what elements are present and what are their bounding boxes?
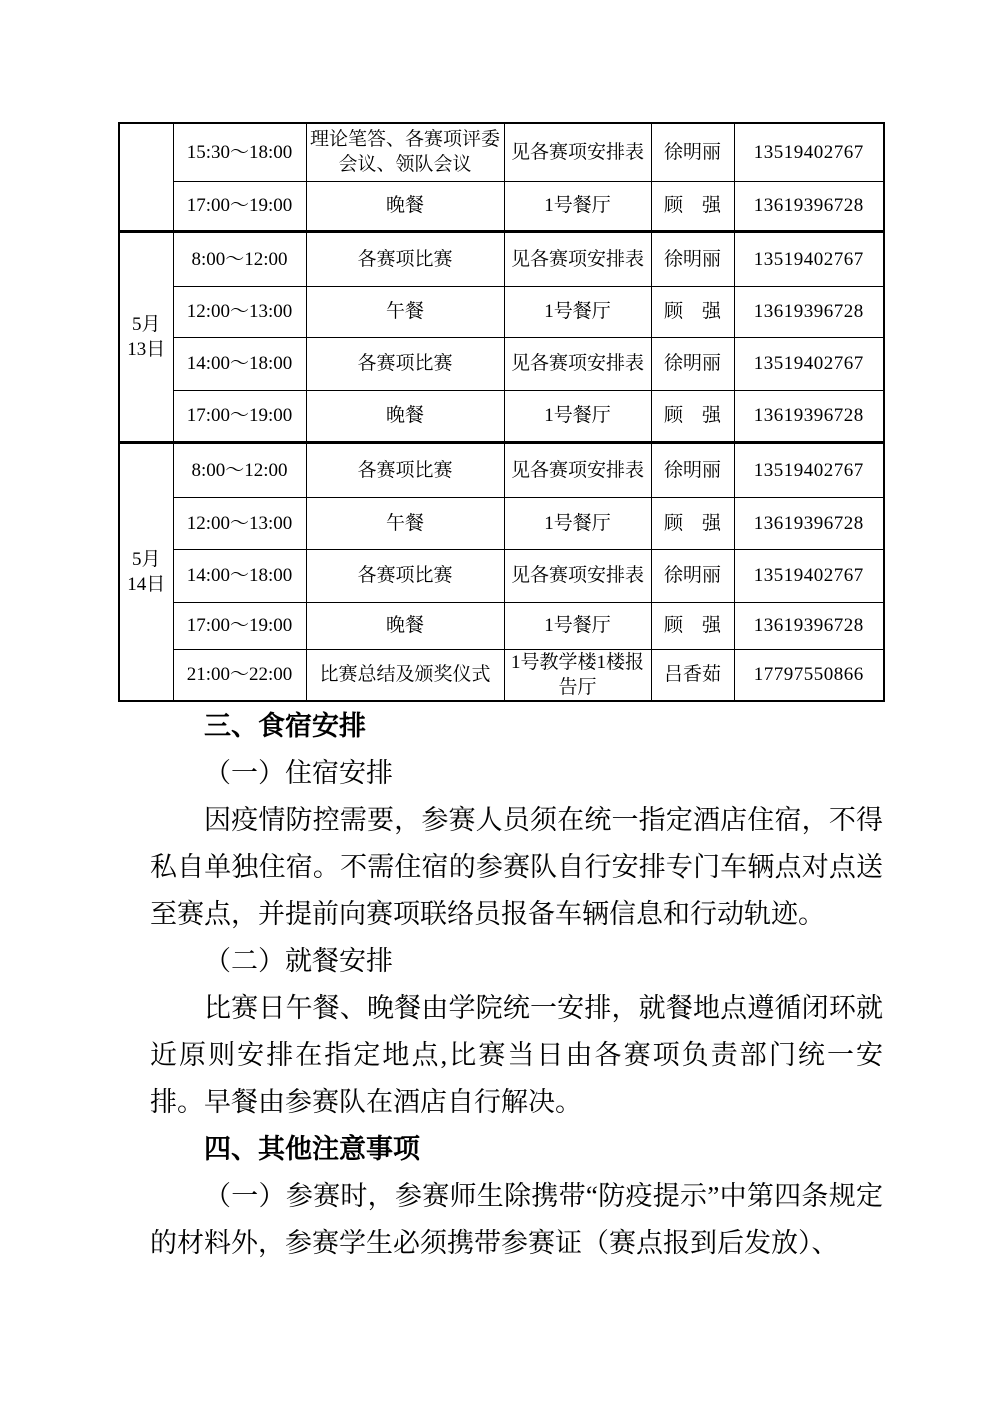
activity-cell: 各赛项比赛 bbox=[306, 337, 504, 390]
location-cell: 1号教学楼1楼报告厅 bbox=[504, 649, 651, 701]
time-cell: 12:00～13:00 bbox=[173, 497, 306, 549]
contact-cell: 徐明丽 bbox=[651, 442, 734, 497]
time-cell: 12:00～13:00 bbox=[173, 286, 306, 337]
phone-cell: 13619396728 bbox=[734, 602, 884, 649]
contact-cell: 徐明丽 bbox=[651, 337, 734, 390]
phone-cell: 13619396728 bbox=[734, 286, 884, 337]
table-row bbox=[119, 286, 884, 337]
table-row bbox=[119, 549, 884, 602]
sub-heading-dining: （二）就餐安排 bbox=[204, 946, 393, 976]
paragraph-notes: （一）参赛时，参赛师生除携带“防疫提示”中第四条规定的材料外，参赛学生必须携带参赛证（赛点报到后发放）、 bbox=[150, 1181, 883, 1258]
date-line: 13日 bbox=[127, 338, 166, 360]
section-heading-three: 三、食宿安排 bbox=[204, 711, 366, 741]
activity-cell: 理论笔答、各赛项评委会议、领队会议 bbox=[306, 123, 504, 181]
time-cell: 17:00～19:00 bbox=[173, 390, 306, 442]
table-row bbox=[119, 181, 884, 231]
activity-cell: 各赛项比赛 bbox=[306, 442, 504, 497]
date-cell bbox=[119, 123, 173, 231]
phone-cell: 13619396728 bbox=[734, 181, 884, 231]
sub-heading-lodging: （一）住宿安排 bbox=[204, 758, 393, 788]
contact-cell: 顾 强 bbox=[651, 390, 734, 442]
location-cell: 1号餐厅 bbox=[504, 181, 651, 231]
phone-cell: 13519402767 bbox=[734, 231, 884, 286]
table-row bbox=[119, 390, 884, 442]
schedule-table-container bbox=[118, 122, 883, 702]
location-cell: 见各赛项安排表 bbox=[504, 549, 651, 602]
schedule-table bbox=[118, 122, 885, 702]
contact-cell: 徐明丽 bbox=[651, 549, 734, 602]
contact-cell: 顾 强 bbox=[651, 286, 734, 337]
location-cell: 见各赛项安排表 bbox=[504, 231, 651, 286]
activity-cell: 各赛项比赛 bbox=[306, 549, 504, 602]
date-cell bbox=[119, 231, 173, 442]
body-text bbox=[150, 703, 883, 1267]
contact-cell: 吕香茹 bbox=[651, 649, 734, 701]
table-row bbox=[119, 337, 884, 390]
phone-cell: 13619396728 bbox=[734, 390, 884, 442]
location-cell: 1号餐厅 bbox=[504, 286, 651, 337]
location-cell: 1号餐厅 bbox=[504, 602, 651, 649]
time-cell: 14:00～18:00 bbox=[173, 337, 306, 390]
activity-cell: 晚餐 bbox=[306, 602, 504, 649]
phone-cell: 13519402767 bbox=[734, 337, 884, 390]
time-cell: 17:00～19:00 bbox=[173, 181, 306, 231]
paragraph-dining: 比赛日午餐、晚餐由学院统一安排，就餐地点遵循闭环就近原则安排在指定地点,比赛当日由各赛项负责部门统一安排。早餐由参赛队在酒店自行解决。 bbox=[150, 993, 883, 1117]
location-cell: 见各赛项安排表 bbox=[504, 442, 651, 497]
time-cell: 15:30～18:00 bbox=[173, 123, 306, 181]
phone-cell: 13619396728 bbox=[734, 497, 884, 549]
table-row bbox=[119, 602, 884, 649]
phone-cell: 13519402767 bbox=[734, 549, 884, 602]
table-row bbox=[119, 123, 884, 181]
activity-cell: 各赛项比赛 bbox=[306, 231, 504, 286]
contact-cell: 徐明丽 bbox=[651, 231, 734, 286]
date-line: 5月 bbox=[131, 548, 161, 570]
paragraph-lodging: 因疫情防控需要，参赛人员须在统一指定酒店住宿，不得私自单独住宿。不需住宿的参赛队自行安排专门车辆点对点送至赛点，并提前向赛项联络员报备车辆信息和行动轨迹。 bbox=[150, 805, 883, 929]
activity-cell: 午餐 bbox=[306, 286, 504, 337]
location-cell: 见各赛项安排表 bbox=[504, 337, 651, 390]
table-row bbox=[119, 442, 884, 497]
contact-cell: 顾 强 bbox=[651, 497, 734, 549]
phone-cell: 13519402767 bbox=[734, 123, 884, 181]
time-cell: 21:00～22:00 bbox=[173, 649, 306, 701]
table-row bbox=[119, 231, 884, 286]
phone-cell: 13519402767 bbox=[734, 442, 884, 497]
date-line: 14日 bbox=[127, 573, 166, 595]
location-cell: 见各赛项安排表 bbox=[504, 123, 651, 181]
location-cell: 1号餐厅 bbox=[504, 497, 651, 549]
table-row bbox=[119, 497, 884, 549]
activity-cell: 晚餐 bbox=[306, 390, 504, 442]
table-row bbox=[119, 649, 884, 701]
activity-cell: 比赛总结及颁奖仪式 bbox=[306, 649, 504, 701]
time-cell: 8:00～12:00 bbox=[173, 231, 306, 286]
contact-cell: 徐明丽 bbox=[651, 123, 734, 181]
time-cell: 17:00～19:00 bbox=[173, 602, 306, 649]
activity-cell: 午餐 bbox=[306, 497, 504, 549]
contact-cell: 顾 强 bbox=[651, 602, 734, 649]
section-heading-four: 四、其他注意事项 bbox=[204, 1134, 420, 1164]
time-cell: 14:00～18:00 bbox=[173, 549, 306, 602]
activity-cell: 晚餐 bbox=[306, 181, 504, 231]
date-cell bbox=[119, 442, 173, 701]
location-cell: 1号餐厅 bbox=[504, 390, 651, 442]
time-cell: 8:00～12:00 bbox=[173, 442, 306, 497]
contact-cell: 顾 强 bbox=[651, 181, 734, 231]
date-line: 5月 bbox=[131, 313, 161, 335]
phone-cell: 17797550866 bbox=[734, 649, 884, 701]
